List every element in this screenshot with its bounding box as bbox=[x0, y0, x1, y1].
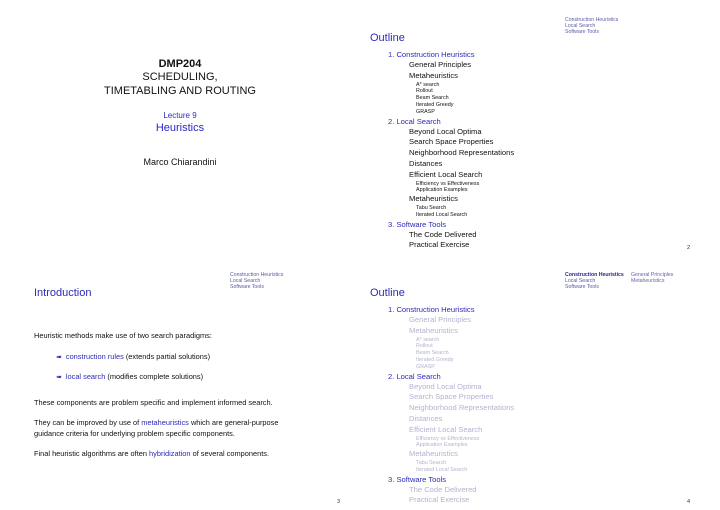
outline-subsection[interactable]: Practical Exercise bbox=[409, 495, 470, 505]
highlight-term: metaheuristics bbox=[141, 418, 189, 427]
outline-slide-focused bbox=[360, 255, 720, 510]
outline-subsection[interactable]: Distances bbox=[409, 158, 443, 168]
section-nav bbox=[565, 272, 624, 290]
arrow-bullet-icon: ➠ bbox=[56, 354, 62, 361]
highlight-term: local search bbox=[65, 372, 106, 381]
outline-subsubsection[interactable]: Iterated Greedy bbox=[416, 356, 454, 363]
outline-subsection[interactable]: Metaheuristics bbox=[409, 325, 458, 335]
subnav-item[interactable]: General Principles bbox=[631, 272, 674, 278]
outline-subsubsection[interactable]: Efficiency vs Effectiveness bbox=[416, 435, 480, 442]
paragraph-text: guidance criteria for underlying problem specific components. bbox=[34, 429, 235, 438]
outline-subsection[interactable]: Search Space Properties bbox=[409, 392, 494, 402]
nav-item-local-search[interactable]: Local Search bbox=[565, 278, 596, 284]
course-title-line2: TIMETABLING AND ROUTING bbox=[104, 85, 256, 97]
outline-subsection[interactable]: The Code Delivered bbox=[409, 229, 477, 239]
subnav-item[interactable]: Metaheuristics bbox=[631, 278, 665, 284]
outline-list bbox=[388, 304, 514, 506]
nav-item-software-tools[interactable]: Software Tools bbox=[230, 284, 264, 290]
course-title bbox=[0, 70, 360, 98]
outline-subsection[interactable]: Neighborhood Representations bbox=[409, 403, 515, 413]
nav-item-construction[interactable]: Construction Heuristics bbox=[565, 272, 624, 278]
nav-item-software-tools[interactable]: Software Tools bbox=[565, 29, 599, 35]
page-number: 2 bbox=[687, 245, 691, 251]
nav-item-construction[interactable]: Construction Heuristics bbox=[230, 272, 284, 278]
outline-subsubsection[interactable]: Tabu Search bbox=[416, 204, 447, 211]
introduction-slide bbox=[0, 255, 360, 510]
outline-subsection[interactable]: Metaheuristics bbox=[409, 70, 458, 80]
nav-item-software-tools[interactable]: Software Tools bbox=[565, 284, 599, 290]
outline-subsection[interactable]: Beyond Local Optima bbox=[409, 126, 482, 136]
outline-subsection[interactable]: General Principles bbox=[409, 315, 472, 324]
bullet-text: (modifies complete solutions) bbox=[105, 372, 204, 381]
outline-subsection[interactable]: Metaheuristics bbox=[409, 194, 458, 204]
outline-subsection[interactable]: Practical Exercise bbox=[409, 240, 470, 250]
outline-subsection[interactable]: General Principles bbox=[409, 60, 472, 69]
bullet-text: (extends partial solutions) bbox=[123, 352, 211, 361]
frame-title: Introduction bbox=[34, 287, 92, 299]
nav-item-local-search[interactable]: Local Search bbox=[565, 23, 596, 29]
course-title-line1: SCHEDULING, bbox=[142, 71, 218, 83]
outline-subsection[interactable]: Efficient Local Search bbox=[409, 169, 483, 179]
highlight-term: construction rules bbox=[65, 352, 124, 361]
outline-subsection[interactable]: Metaheuristics bbox=[409, 449, 458, 459]
outline-section[interactable]: 2. Local Search bbox=[388, 371, 441, 381]
outline-subsection[interactable]: Beyond Local Optima bbox=[409, 381, 482, 391]
nav-item-local-search[interactable]: Local Search bbox=[230, 278, 261, 284]
outline-subsubsection[interactable]: Iterated Greedy bbox=[416, 101, 454, 108]
course-code: DMP204 bbox=[158, 58, 202, 70]
outline-subsubsection[interactable]: A* search bbox=[416, 336, 440, 343]
paragraph-text: of several components. bbox=[190, 449, 269, 458]
frame-title: Outline bbox=[370, 32, 405, 44]
section-nav bbox=[230, 272, 283, 290]
subsection-nav bbox=[631, 272, 673, 284]
author: Marco Chiarandini bbox=[143, 157, 217, 167]
paragraph bbox=[34, 448, 334, 459]
outline-subsection[interactable]: Efficient Local Search bbox=[409, 424, 483, 434]
paragraph-text: They can be improved by use of bbox=[34, 418, 142, 427]
outline-subsubsection[interactable]: GRASP bbox=[416, 108, 435, 115]
frame-title: Outline bbox=[370, 287, 405, 299]
outline-section[interactable]: 3. Software Tools bbox=[388, 219, 447, 229]
lecture-number: Lecture 9 bbox=[163, 111, 197, 120]
outline-subsubsection[interactable]: Beam Search bbox=[416, 95, 449, 102]
paragraph: Heuristic methods make use of two search paradigms: bbox=[34, 331, 212, 340]
outline-subsubsection[interactable]: Iterated Local Search bbox=[416, 466, 468, 473]
outline-subsubsection[interactable]: Application Examples bbox=[416, 442, 468, 449]
outline-subsubsection[interactable]: Rollout bbox=[416, 88, 433, 95]
paragraph-text: Final heuristic algorithms are often bbox=[34, 449, 150, 458]
paragraph bbox=[34, 417, 334, 439]
paragraph-text: which are general-purpose bbox=[188, 418, 279, 427]
title-slide bbox=[0, 0, 360, 255]
nav-item-construction[interactable]: Construction Heuristics bbox=[565, 17, 619, 23]
section-nav bbox=[565, 17, 618, 35]
outline-section[interactable]: 1. Construction Heuristics bbox=[388, 305, 475, 314]
outline-subsection[interactable]: Neighborhood Representations bbox=[409, 148, 515, 158]
outline-slide bbox=[360, 0, 720, 255]
outline-section[interactable]: 2. Local Search bbox=[388, 116, 441, 126]
outline-subsection[interactable]: Distances bbox=[409, 413, 443, 423]
outline-list bbox=[388, 49, 514, 251]
page-number: 3 bbox=[337, 499, 341, 505]
outline-subsubsection[interactable]: Application Examples bbox=[416, 187, 468, 194]
highlight-term: hybridization bbox=[149, 449, 191, 458]
outline-subsubsection[interactable]: Tabu Search bbox=[416, 459, 447, 466]
outline-subsubsection[interactable]: Rollout bbox=[416, 343, 433, 350]
page-number: 4 bbox=[687, 499, 691, 505]
arrow-bullet-icon: ➠ bbox=[56, 374, 62, 381]
outline-subsection[interactable]: The Code Delivered bbox=[409, 484, 477, 494]
outline-subsubsection[interactable]: Beam Search bbox=[416, 350, 449, 357]
outline-section[interactable]: 1. Construction Heuristics bbox=[388, 50, 475, 59]
outline-subsubsection[interactable]: Efficiency vs Effectiveness bbox=[416, 180, 480, 187]
outline-subsubsection[interactable]: GRASP bbox=[416, 363, 435, 370]
outline-subsubsection[interactable]: Iterated Local Search bbox=[416, 211, 468, 218]
bullet-item bbox=[56, 372, 203, 381]
bullet-item bbox=[56, 352, 210, 361]
paragraph: These components are problem specific and implement informed search. bbox=[34, 398, 273, 407]
outline-subsection[interactable]: Search Space Properties bbox=[409, 137, 494, 147]
lecture-topic: Heuristics bbox=[155, 122, 205, 134]
outline-section[interactable]: 3. Software Tools bbox=[388, 474, 447, 484]
outline-subsubsection[interactable]: A* search bbox=[416, 81, 440, 88]
